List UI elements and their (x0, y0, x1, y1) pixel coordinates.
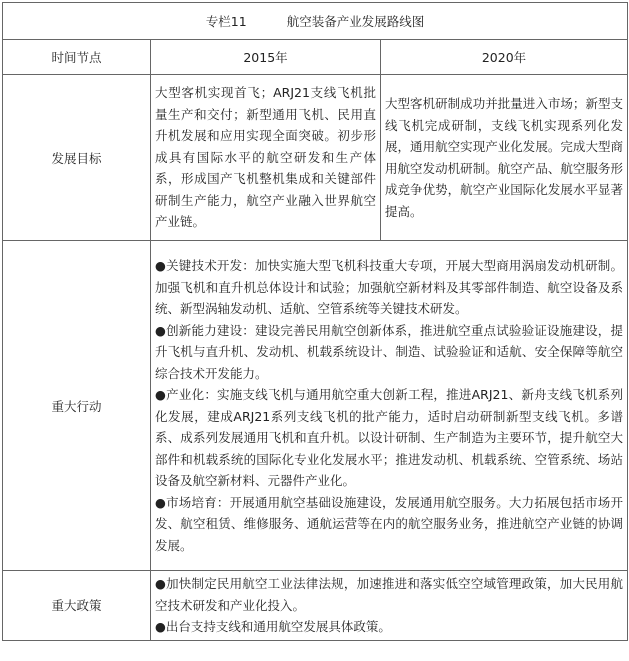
action-key-tech: ●关键技术开发：加快实施大型飞机科技重大专项，开展大型商用涡扇发动机研制。加强飞机和直升机总体设计和试验；加强航空新材料及其零部件制造、航空设备及系统、新型涡轴发动机、适航、空管系统等关键技术研发。 (155, 258, 624, 316)
policy-support: ●出台支持支线和通用航空发展具体政策。 (155, 619, 391, 634)
policies-row (3, 571, 628, 641)
actions-row (3, 241, 628, 571)
action-market: ●市场培育：开展通用航空基础设施建设，发展通用航空服务。大力拓展包括市场开发、航空租赁、维修服务、通航运营等在内的航空服务业务，推进航空产业链的协调发展。 (155, 494, 624, 553)
goals-label: 发展目标 (3, 75, 151, 241)
policies-label: 重大政策 (3, 571, 151, 641)
actions-content (151, 241, 628, 571)
header-2020: 2020年 (381, 40, 628, 75)
goals-row (3, 75, 628, 241)
action-industrialization: ●产业化：实施支线飞机与通用航空重大创新工程，推进ARJ21、新舟支线飞机系列化发展，建成ARJ21系列支线飞机的批产能力，适时启动研制新型支线飞机。多谱系、成系列发展通用飞机和直升机。以设计研制、生产制造为主要环节，提升航空大部件和机载系统的国际化专业化发展水平；推进发动机、机载系统、空管系统、场站设备及航空新材料、元器件产业化。 (155, 387, 624, 488)
header-2015: 2015年 (151, 40, 381, 75)
header-row (3, 40, 628, 75)
header-time-node: 时间节点 (3, 40, 151, 75)
goals-2015: 大型客机实现首飞；ARJ21支线飞机批量生产和交付；新型通用飞机、民用直升机发展和应用实现全面突破。初步形成具有国际水平的航空研发和生产体系，形成国产飞机整机集成和关键部件研制生产能力，航空产业融入世界航空产业链。 (151, 75, 381, 241)
column-title: 航空装备产业发展路线图 (286, 14, 425, 29)
column-label: 专栏11 (205, 14, 247, 29)
table-title (3, 3, 628, 40)
title-row (3, 3, 628, 40)
policies-content (151, 571, 628, 641)
actions-label: 重大行动 (3, 241, 151, 571)
policy-legal: ●加快制定民用航空工业法律法规，加速推进和落实低空空域管理政策，加大民用航空技术研发和产业化投入。 (155, 576, 624, 613)
roadmap-table (2, 2, 628, 641)
goals-2020: 大型客机研制成功并批量进入市场；新型支线飞机完成研制，支线飞机实现系列化发展，通用航空实现产业化发展。完成大型商用航空发动机研制。航空产品、航空服务形成竞争优势，航空产业国际化发展水平显著提高。 (381, 75, 628, 241)
action-innovation: ●创新能力建设：建设完善民用航空创新体系，推进航空重点试验验证设施建设，提升飞机与直升机、发动机、机载系统设计、制造、试验验证和适航、安全保障等航空综合技术开发能力。 (155, 322, 624, 381)
